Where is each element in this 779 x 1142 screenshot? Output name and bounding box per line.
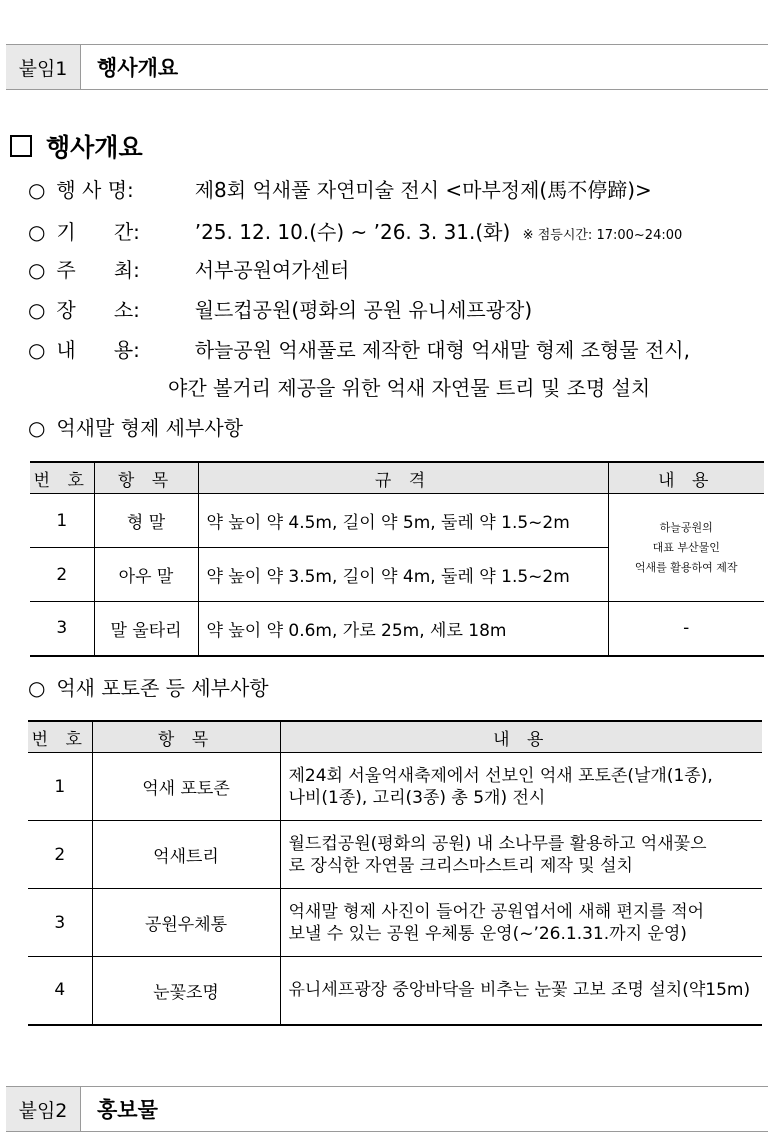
- header-desc: 내 용: [280, 721, 762, 753]
- desc-line: 보낼 수 있는 공원 우체통 운영(~’26.1.31.까지 운영): [288, 923, 687, 944]
- cell-merged-desc: [608, 494, 764, 602]
- cell-desc: [280, 821, 762, 889]
- table-row: [28, 889, 762, 957]
- subheading-photozone: [28, 676, 269, 700]
- cell-spec: 약 높이 약 0.6m, 가로 25m, 세로 18m: [198, 602, 608, 656]
- overview-item-name: [28, 178, 652, 202]
- section-tag: 붙임1: [6, 45, 81, 89]
- desc-line: 억새를 활용하여 제작: [634, 560, 738, 574]
- cell-no: 2: [28, 821, 92, 889]
- item-label: 행 사 명:: [56, 178, 134, 202]
- header-item: 항 목: [92, 721, 280, 753]
- header-no: 번 호: [30, 462, 94, 494]
- header-spec: 규 격: [198, 462, 608, 494]
- cell-no: 1: [28, 753, 92, 821]
- circle-bullet-icon: ○: [28, 258, 46, 282]
- item-label: 기 간:: [56, 220, 140, 244]
- header-no: 번 호: [28, 721, 92, 753]
- overview-item-content-cont: [168, 376, 650, 400]
- horse-table: [30, 461, 764, 657]
- cell-item: 공원우체통: [92, 889, 280, 957]
- cell-spec: 약 높이 약 3.5m, 길이 약 4m, 둘레 약 1.5~2m: [198, 548, 608, 602]
- cell-desc: [280, 753, 762, 821]
- circle-bullet-icon: ○: [28, 298, 46, 322]
- item-value: 월드컵공원(평화의 공원 유니세프광장): [194, 298, 533, 322]
- cell-no: 1: [30, 494, 94, 548]
- item-value: 하늘공원 억새풀로 제작한 대형 억새말 형제 조형물 전시,: [194, 338, 690, 362]
- cell-item: 형 말: [94, 494, 198, 548]
- circle-bullet-icon: ○: [28, 416, 46, 440]
- header-item: 항 목: [94, 462, 198, 494]
- cell-desc: [280, 889, 762, 957]
- overview-item-host: [28, 258, 349, 282]
- overview-item-place: [28, 298, 532, 322]
- section-bar-1: [6, 44, 768, 90]
- item-label: 주 최:: [56, 258, 140, 282]
- circle-bullet-icon: ○: [28, 676, 46, 700]
- section-bar-2: [6, 1086, 768, 1132]
- table-row: [28, 821, 762, 889]
- table-header-row: [28, 721, 762, 753]
- checkbox-square-icon: [10, 135, 32, 157]
- desc-line: 월드컵공원(평화의 공원) 내 소나무를 활용하고 억새꽃으: [288, 833, 707, 854]
- cell-spec: 약 높이 약 4.5m, 길이 약 5m, 둘레 약 1.5~2m: [198, 494, 608, 548]
- item-label: 내 용:: [56, 338, 140, 362]
- item-label: 장 소:: [56, 298, 140, 322]
- desc-line: 제24회 서울억새축제에서 선보인 억새 포토존(날개(1종),: [288, 765, 713, 786]
- section-title: 홍보물: [97, 1098, 158, 1122]
- cell-desc: -: [608, 602, 764, 656]
- item-value: 서부공원여가센터: [194, 258, 350, 282]
- overview-item-content: [28, 338, 690, 362]
- item-note: ※ 점등시간: 17:00~24:00: [522, 228, 683, 243]
- table-header-row: [30, 462, 764, 494]
- cell-item: 아우 말: [94, 548, 198, 602]
- subheading-horse: [28, 416, 243, 440]
- cell-item: 억새트리: [92, 821, 280, 889]
- cell-no: 3: [30, 602, 94, 656]
- overview-item-period: [28, 220, 682, 248]
- heading-text: 행사개요: [46, 133, 143, 162]
- cell-item: 눈꽃조명: [92, 957, 280, 1025]
- desc-line: 유니세프광장 중앙바닥을 비추는 눈꽃 고보 조명 설치(약15m): [288, 980, 751, 1001]
- cell-no: 2: [30, 548, 94, 602]
- cell-no: 4: [28, 957, 92, 1025]
- circle-bullet-icon: ○: [28, 220, 46, 244]
- desc-line: 나비(1종), 고리(3종) 총 5개) 전시: [288, 787, 546, 808]
- cell-no: 3: [28, 889, 92, 957]
- section-title: 행사개요: [97, 56, 179, 80]
- item-value-cont: 야간 볼거리 제공을 위한 억새 자연물 트리 및 조명 설치: [168, 376, 651, 400]
- item-value: ’25. 12. 10.(수) ~ ’26. 3. 31.(화): [194, 220, 511, 244]
- table-row: [30, 602, 764, 656]
- table-row: [30, 494, 764, 548]
- photozone-table: [28, 720, 762, 1026]
- cell-item: 말 울타리: [94, 602, 198, 656]
- table-row: [28, 957, 762, 1025]
- desc-line: 대표 부산물인: [652, 540, 720, 554]
- section-tag: 붙임2: [6, 1087, 81, 1131]
- subheading-text: 억새말 형제 세부사항: [56, 416, 243, 440]
- table-row: [28, 753, 762, 821]
- item-value: 제8회 억새풀 자연미술 전시 <마부정제(馬不停蹄)>: [194, 178, 652, 202]
- desc-line: 억새말 형제 사진이 들어간 공원엽서에 새해 편지를 적어: [288, 901, 705, 922]
- overview-heading: [10, 128, 143, 164]
- cell-item: 억새 포토존: [92, 753, 280, 821]
- desc-line: 로 장식한 자연물 크리스마스트리 제작 및 설치: [288, 855, 633, 876]
- circle-bullet-icon: ○: [28, 178, 46, 202]
- desc-line: 하늘공원의: [659, 520, 713, 534]
- circle-bullet-icon: ○: [28, 338, 46, 362]
- cell-desc: [280, 957, 762, 1025]
- header-desc: 내 용: [608, 462, 764, 494]
- subheading-text: 억새 포토존 등 세부사항: [56, 676, 269, 700]
